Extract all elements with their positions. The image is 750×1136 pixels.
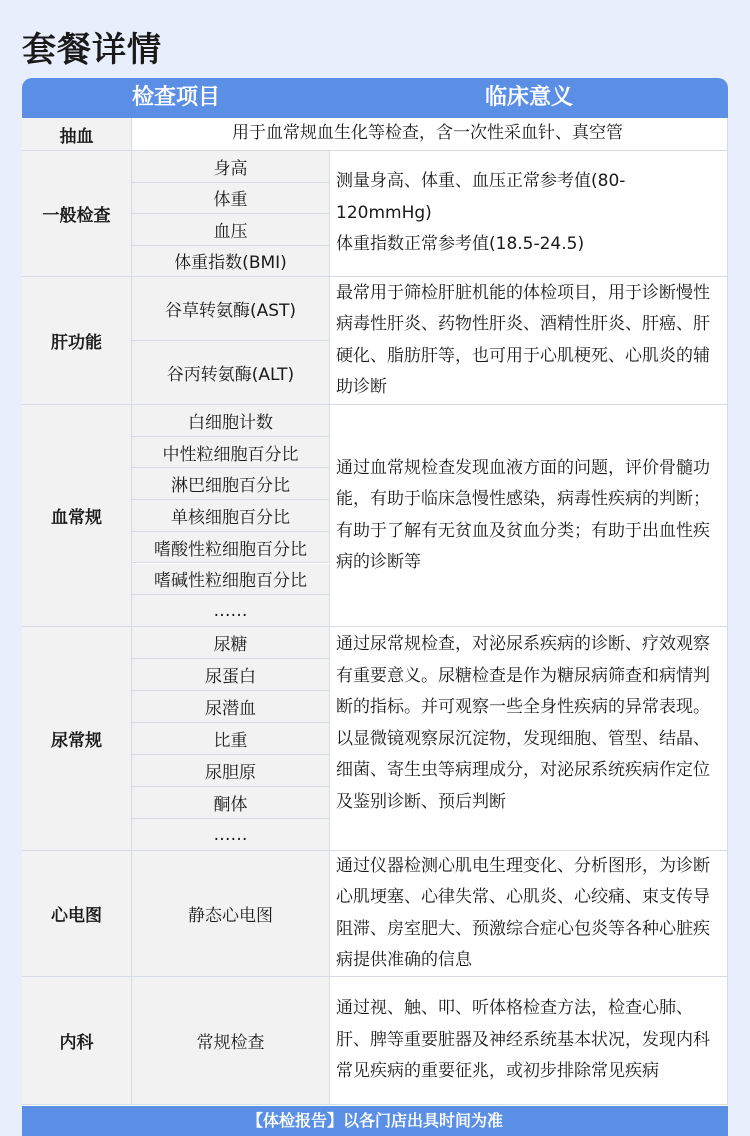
item-urine-glucose: 尿糖 (132, 627, 330, 659)
item-weight: 体重 (132, 183, 330, 215)
category-urine-routine: 尿常规 (22, 627, 132, 851)
category-general-exam: 一般检查 (22, 151, 132, 277)
item-wbc-count: 白细胞计数 (132, 405, 330, 437)
item-alt: 谷丙转氨酶(ALT) (132, 341, 330, 405)
meaning-urine-routine: 通过尿常规检查，对泌尿系疾病的诊断、疗效观察有重要意义。尿糖检查是作为糖尿病筛查和病情判断的指标。并可观察一些全身性疾病的异常表现。以显微镜观察尿沉淀物，发现细胞、管型、结晶、细菌、寄生虫等病理成分，对泌尿系统疾病作定位及鉴别诊断、预后判断 (330, 627, 728, 851)
item-ellipsis: …… (132, 595, 330, 627)
item-urine-occult-blood: 尿潜血 (132, 691, 330, 723)
item-bmi: 体重指数(BMI) (132, 246, 330, 278)
category-liver-function: 肝功能 (22, 277, 132, 405)
page-title: 套餐详情 (22, 30, 162, 70)
item-basophil-pct: 嗜碱性粒细胞百分比 (132, 564, 330, 596)
item-specific-gravity: 比重 (132, 723, 330, 755)
category-internal-medicine: 内科 (22, 977, 132, 1105)
item-ketone: 酮体 (132, 787, 330, 819)
table-header (22, 78, 728, 118)
meaning-ecg: 通过仪器检测心肌电生理变化、分析图形，为诊断心肌埂塞、心律失常、心肌炎、心绞痛、束支传导阻滞、房室肥大、预激综合症心包炎等各种心脏疾病提供准确的信息 (330, 851, 728, 977)
item-neutrophil-pct: 中性粒细胞百分比 (132, 437, 330, 469)
header-meaning-column: 临床意义 (484, 85, 573, 110)
header-item-column: 检查项目 (131, 85, 220, 110)
meaning-liver-function: 最常用于筛检肝脏机能的体检项目，用于诊断慢性病毒性肝炎、药物性肝炎、酒精性肝炎、肝癌、肝硬化、脂肪肝等，也可用于心肌梗死、心肌炎的辅助诊断 (330, 277, 728, 405)
item-monocyte-pct: 单核细胞百分比 (132, 500, 330, 532)
item-lymphocyte-pct: 淋巴细胞百分比 (132, 468, 330, 500)
meaning-internal-medicine: 通过视、触、叩、听体格检查方法，检查心肺、肝、脾等重要脏器及神经系统基本状况，发现内科常见疾病的重要征兆，或初步排除常见疾病 (330, 977, 728, 1105)
category-ecg: 心电图 (22, 851, 132, 977)
package-detail-table (22, 78, 728, 1136)
meaning-general-exam: 测量身高、体重、血压正常参考值(80-120mmHg) 体重指数正常参考值(18.5-24.5) (330, 151, 728, 277)
meaning-blood-routine: 通过血常规检查发现血液方面的问题，评价骨髓功能，有助于临床急慢性感染，病毒性疾病的判断；有助于了解有无贫血及贫血分类；有助于出血性疾病的诊断等 (330, 405, 728, 627)
category-blood-routine: 血常规 (22, 405, 132, 627)
item-eosinophil-pct: 嗜酸性粒细胞百分比 (132, 532, 330, 564)
item-urine-protein: 尿蛋白 (132, 659, 330, 691)
report-time-note: 【体检报告】以各门店出具时间为准 (22, 1106, 728, 1136)
item-blood-pressure: 血压 (132, 214, 330, 246)
item-static-ecg: 静态心电图 (132, 851, 330, 977)
item-ellipsis: …… (132, 819, 330, 851)
item-routine-check: 常规检查 (132, 977, 330, 1105)
meaning-blood-draw: 用于血常规血生化等检查，含一次性采血针、真空管 (132, 118, 728, 151)
item-height: 身高 (132, 151, 330, 183)
item-urobilinogen: 尿胆原 (132, 755, 330, 787)
item-ast: 谷草转氨酶(AST) (132, 277, 330, 341)
category-blood-draw: 抽血 (22, 118, 132, 151)
